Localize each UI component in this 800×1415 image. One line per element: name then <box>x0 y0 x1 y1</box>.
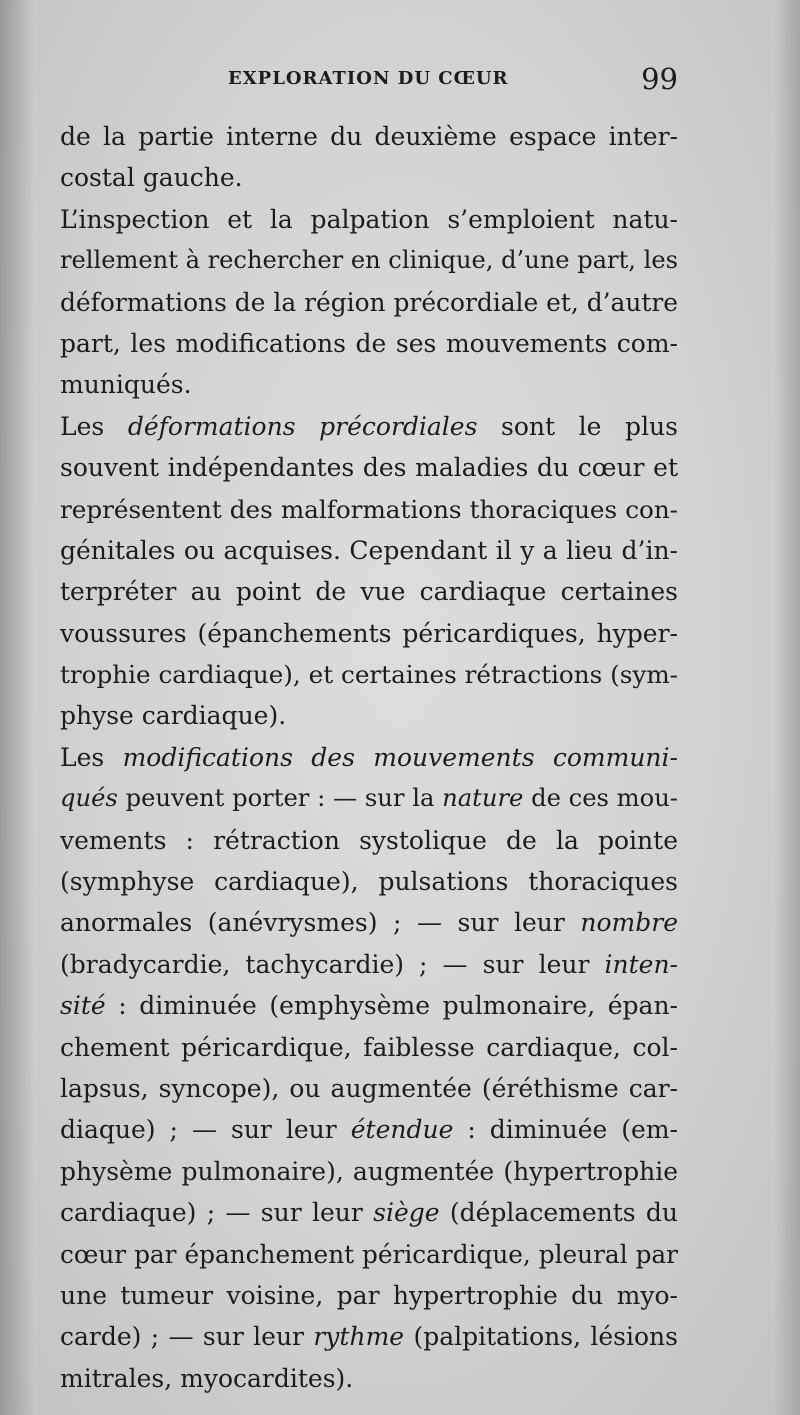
text-line <box>60 1275 678 1316</box>
text-run: déformations de la région précordiale et, d’autre <box>60 287 678 317</box>
text-line <box>60 199 678 240</box>
text-run: Les <box>60 411 128 441</box>
text-run: : diminuée (emphysème pulmonaire, épan- <box>105 991 678 1021</box>
text-line <box>60 530 678 571</box>
text-run: peuvent porter : — sur la <box>117 784 443 813</box>
text-line <box>60 820 678 861</box>
text-run: souvent indépendantes des maladies du cœur et <box>60 453 678 483</box>
text-line <box>60 1316 678 1357</box>
italic-text-run: inten- <box>604 949 678 979</box>
text-line <box>60 737 678 778</box>
italic-text-run: qués <box>60 784 118 813</box>
text-line <box>60 489 678 530</box>
page-edge-shadow-right <box>774 0 800 1415</box>
text-run: muniqués. <box>60 370 192 400</box>
page-edge-shadow-left <box>0 0 34 1415</box>
text-run: sont le plus <box>477 411 678 441</box>
text-run: physème pulmonaire), augmentée (hypertrophie <box>60 1156 678 1186</box>
text-run: chement péricardique, faiblesse cardiaque, col- <box>60 1032 678 1062</box>
text-run: représentent des malformations thoraciques con- <box>60 494 678 524</box>
text-run: costal gauche. <box>60 163 243 193</box>
text-line <box>60 282 678 323</box>
italic-text-run: étendue <box>350 1115 454 1145</box>
body-text <box>60 116 678 1399</box>
text-line <box>60 240 678 281</box>
text-line <box>60 613 678 654</box>
text-run: mitrales, myocardites). <box>60 1363 354 1393</box>
text-run: une tumeur voisine, par hypertrophie du myo- <box>60 1280 678 1310</box>
text-run: (symphyse cardiaque), pulsations thoraciques <box>60 867 678 897</box>
italic-text-run: rythme <box>313 1322 405 1352</box>
text-run: (palpitations, lésions <box>404 1322 678 1352</box>
text-line <box>60 323 678 364</box>
text-line <box>60 116 678 157</box>
text-run: rellement à rechercher en clinique, d’une part, les <box>60 246 678 275</box>
text-run: de la partie interne du deuxième espace inter- <box>60 122 678 151</box>
italic-text-run: nombre <box>580 908 678 938</box>
text-run: part, les modifications de ses mouvements com- <box>60 328 678 358</box>
running-title: EXPLORATION DU CŒUR <box>228 68 509 89</box>
text-run: vements : rétraction systolique de la pointe <box>60 825 678 855</box>
text-line <box>60 1234 678 1275</box>
text-line <box>60 1358 678 1399</box>
italic-text-run: siège <box>373 1198 440 1228</box>
text-line <box>60 1109 678 1150</box>
text-line <box>60 571 678 612</box>
running-head <box>60 62 678 98</box>
text-run: diaque) ; — sur leur <box>60 1115 351 1145</box>
text-line <box>60 1068 678 1109</box>
text-run: cardiaque) ; — sur leur <box>60 1198 374 1228</box>
text-line <box>60 364 678 405</box>
text-line <box>60 447 678 488</box>
text-line <box>60 778 678 819</box>
text-run: anormales (anévrysmes) ; — sur leur <box>60 908 581 938</box>
text-run: (bradycardie, tachycardie) ; — sur leur <box>60 949 605 979</box>
text-run: génitales ou acquises. Cependant il y a lieu d’in- <box>60 535 678 565</box>
text-line <box>60 654 678 695</box>
text-run: (déplacements du <box>439 1198 679 1228</box>
text-run: : diminuée (em- <box>453 1115 679 1145</box>
italic-text-run: sité <box>60 991 106 1021</box>
italic-text-run: déformations précordiales <box>127 411 478 441</box>
text-line <box>60 695 678 736</box>
text-run: terpréter au point de vue cardiaque certaines <box>60 577 678 607</box>
italic-text-run: modifications des mouvements communi- <box>122 742 678 772</box>
text-line <box>60 1192 678 1233</box>
text-line <box>60 861 678 902</box>
italic-text-run: nature <box>442 784 524 813</box>
text-line <box>60 985 678 1026</box>
text-line <box>60 944 678 985</box>
text-run: lapsus, syncope), ou augmentée (éréthisme car- <box>60 1073 678 1103</box>
page-number: 99 <box>641 62 678 96</box>
text-line <box>60 902 678 943</box>
text-line <box>60 1027 678 1068</box>
text-run: L’inspection et la palpation s’emploient natu- <box>60 204 678 234</box>
text-line <box>60 157 678 198</box>
text-line <box>60 406 678 447</box>
text-run: voussures (épanchements péricardiques, hyper- <box>60 618 678 648</box>
text-run: Les <box>60 742 123 772</box>
text-run: carde) ; — sur leur <box>60 1322 314 1352</box>
text-run: cœur par épanchement péricardique, pleural par <box>60 1239 678 1269</box>
text-run: physe cardiaque). <box>60 701 287 731</box>
text-run: de ces mou- <box>523 784 678 813</box>
text-run: trophie cardiaque), et certaines rétractions (sym- <box>60 660 678 690</box>
text-line <box>60 1151 678 1192</box>
